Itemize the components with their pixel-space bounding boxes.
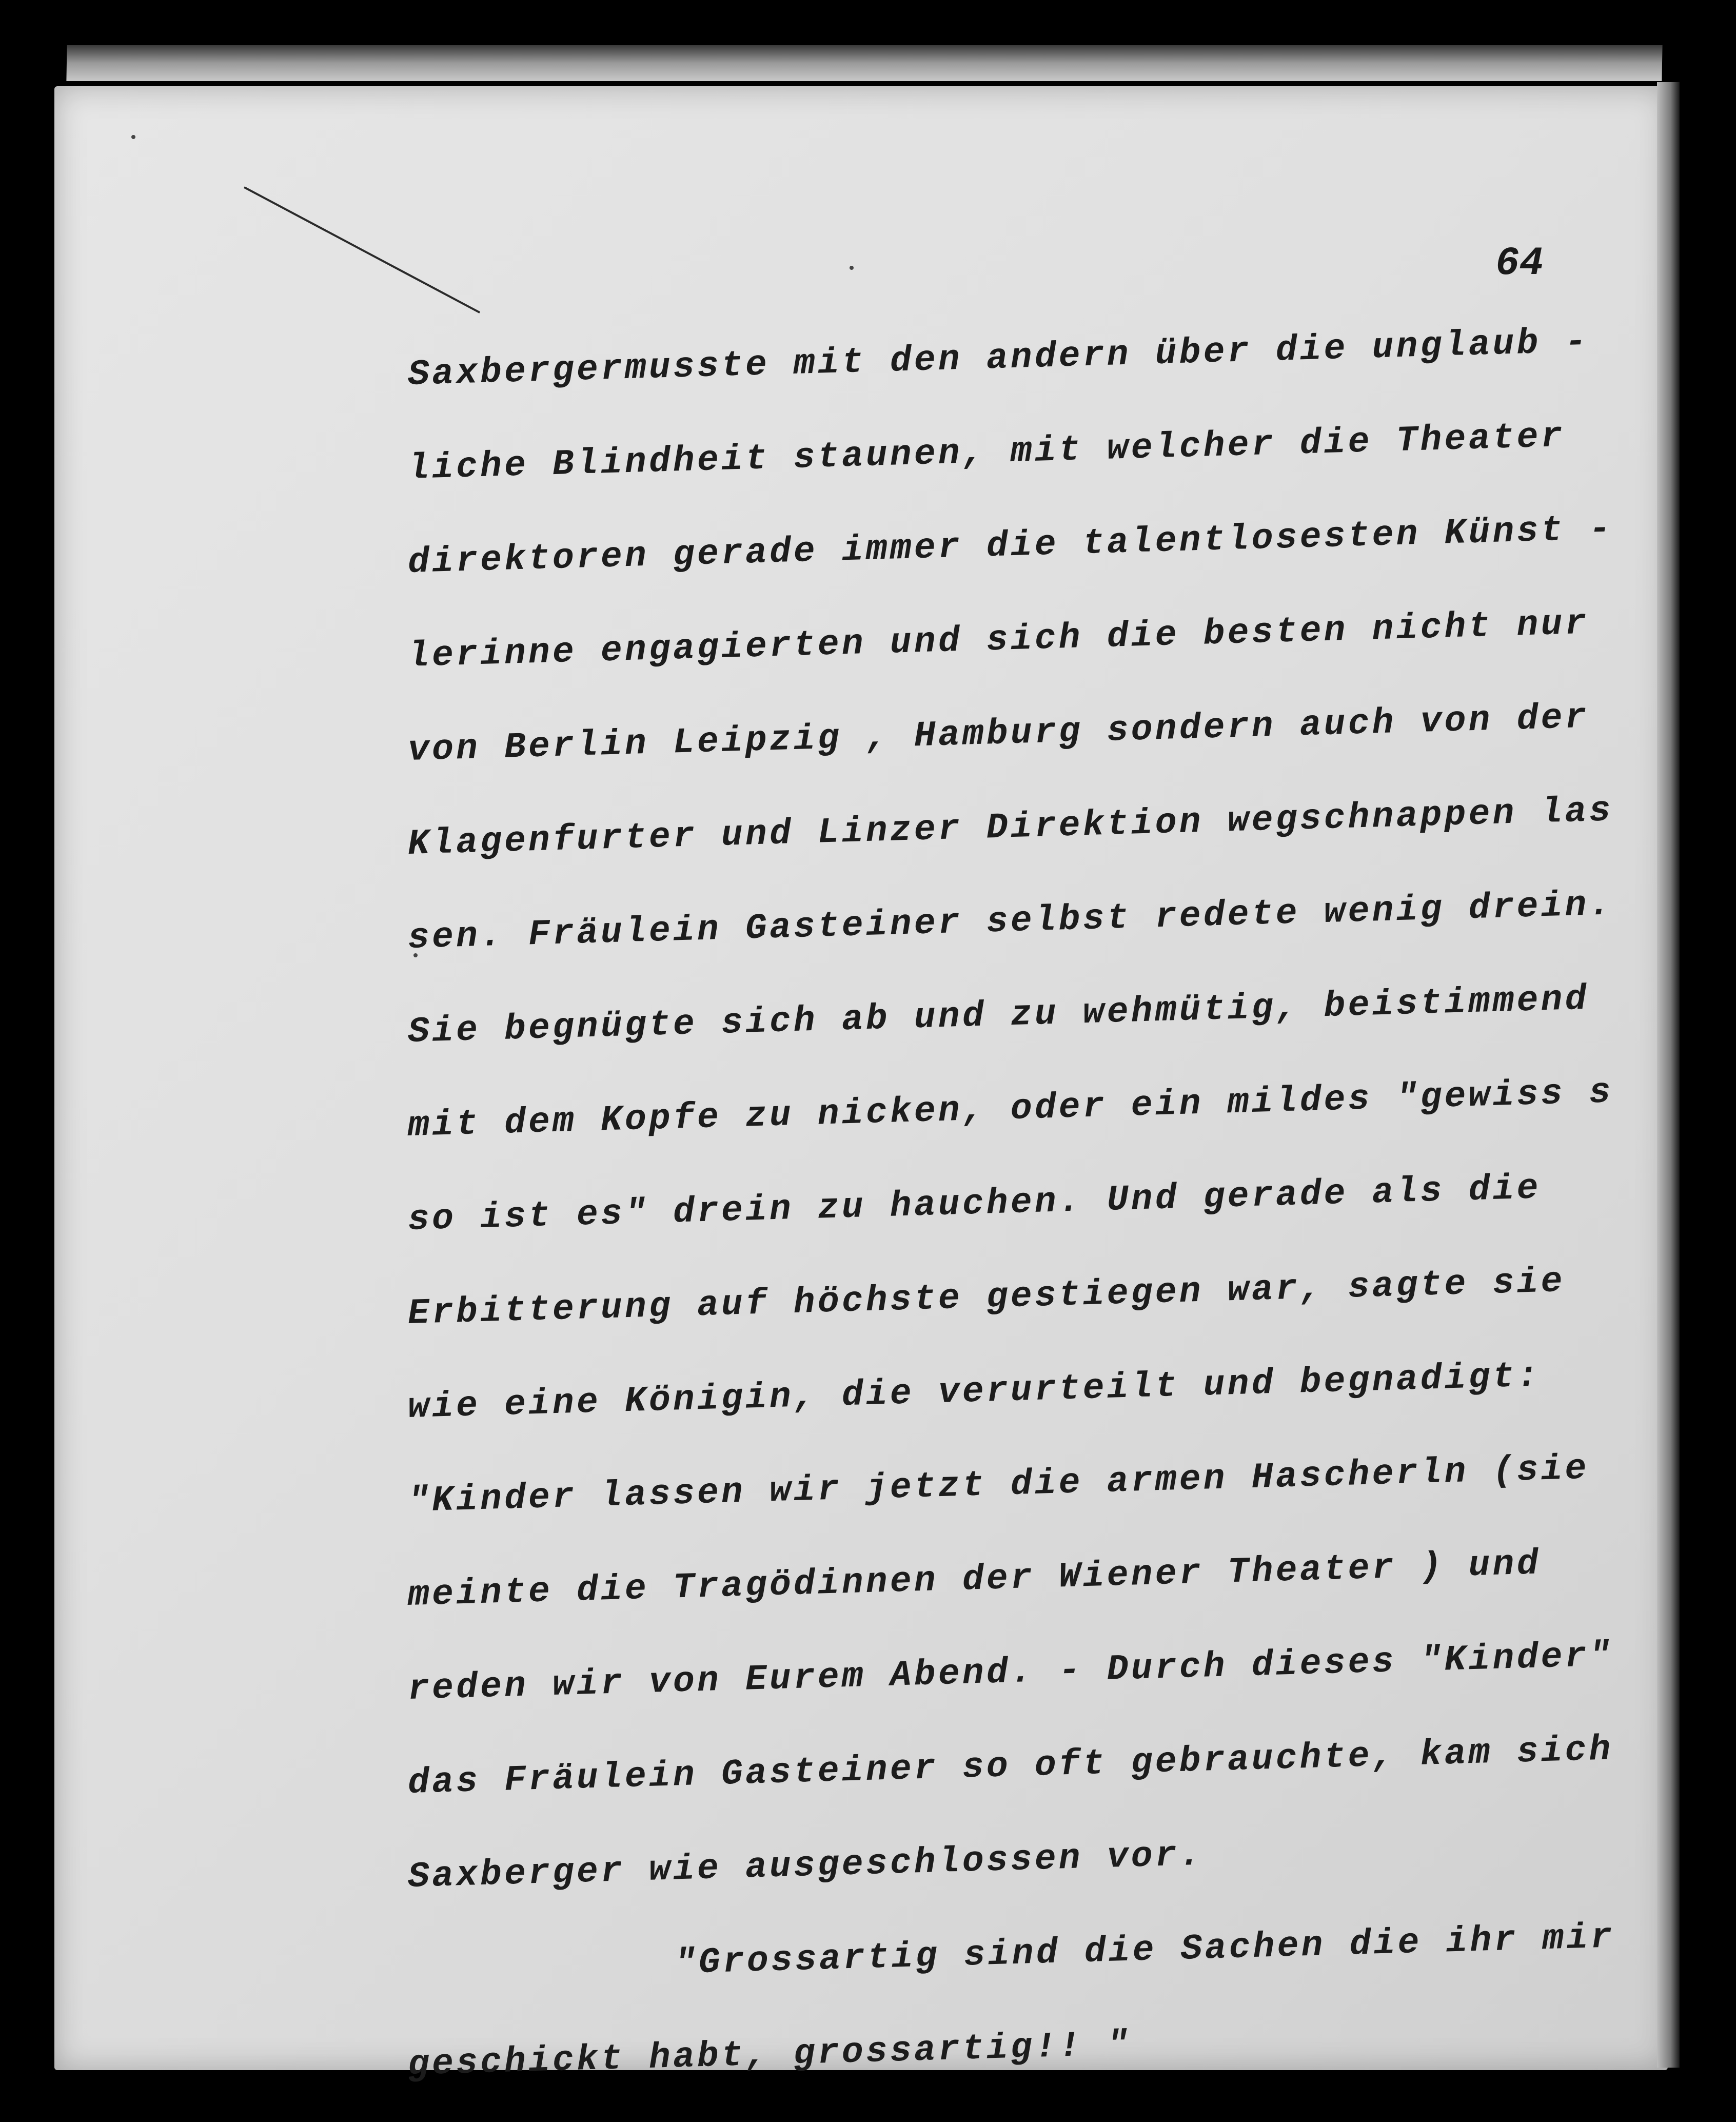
text-line: meinte die Tragödinnen der Wiener Theater ) und bbox=[407, 1544, 1542, 1616]
typewritten-text bbox=[407, 322, 1649, 2112]
page-number: 64 bbox=[1495, 241, 1544, 286]
text-line: geschickt habt, grossartig!! " bbox=[407, 2025, 1132, 2086]
text-line: mit dem Kopfe zu nicken, oder ein mildes "gewiss s bbox=[407, 1072, 1614, 1147]
text-line: von Berlin Leipzig , Hamburg sondern auch von der bbox=[407, 697, 1590, 771]
text-line: Saxbergermusste mit den andern über die unglaub - bbox=[407, 322, 1590, 396]
text-line: "Kinder lassen wir jetzt die armen Hascherln (sie bbox=[407, 1448, 1590, 1522]
page-edge-right bbox=[1657, 82, 1680, 2068]
page-edge-top bbox=[66, 45, 1662, 81]
text-line: lerinne engagierten und sich die besten nicht nur bbox=[407, 603, 1590, 677]
text-line: Klagenfurter und Linzer Direktion wegschnappen las bbox=[407, 791, 1614, 865]
text-line: das Fräulein Gasteiner so oft gebrauchte, kam sich bbox=[407, 1730, 1614, 1804]
text-line: "Grossartig sind die Sachen die ihr mir bbox=[674, 1917, 1615, 1985]
text-line: direktoren gerade immer die talentlosesten Künst - bbox=[407, 509, 1614, 583]
text-line: reden wir von Eurem Abend. - Durch dieses "Kinder" bbox=[407, 1636, 1614, 1710]
text-line: liche Blindheit staunen, mit welcher die Theater bbox=[407, 417, 1566, 489]
text-line: so ist es" drein zu hauchen. Und gerade als die bbox=[407, 1168, 1542, 1241]
speck-mark bbox=[131, 135, 135, 139]
pen-stroke-mark bbox=[244, 186, 480, 313]
text-line: Saxberger wie ausgeschlossen vor. bbox=[407, 1835, 1204, 1898]
speck-mark bbox=[850, 266, 854, 270]
text-line: sen. Fräulein Gasteiner selbst redete wenig drein. bbox=[407, 885, 1614, 959]
text-line: Erbitterung auf höchste gestiegen war, sagte sie bbox=[407, 1262, 1566, 1334]
text-line: Sie begnügte sich ab und zu wehmütig, beistimmend bbox=[407, 979, 1590, 1053]
text-line: wie eine Königin, die verurteilt und begnadigt: bbox=[407, 1356, 1542, 1428]
